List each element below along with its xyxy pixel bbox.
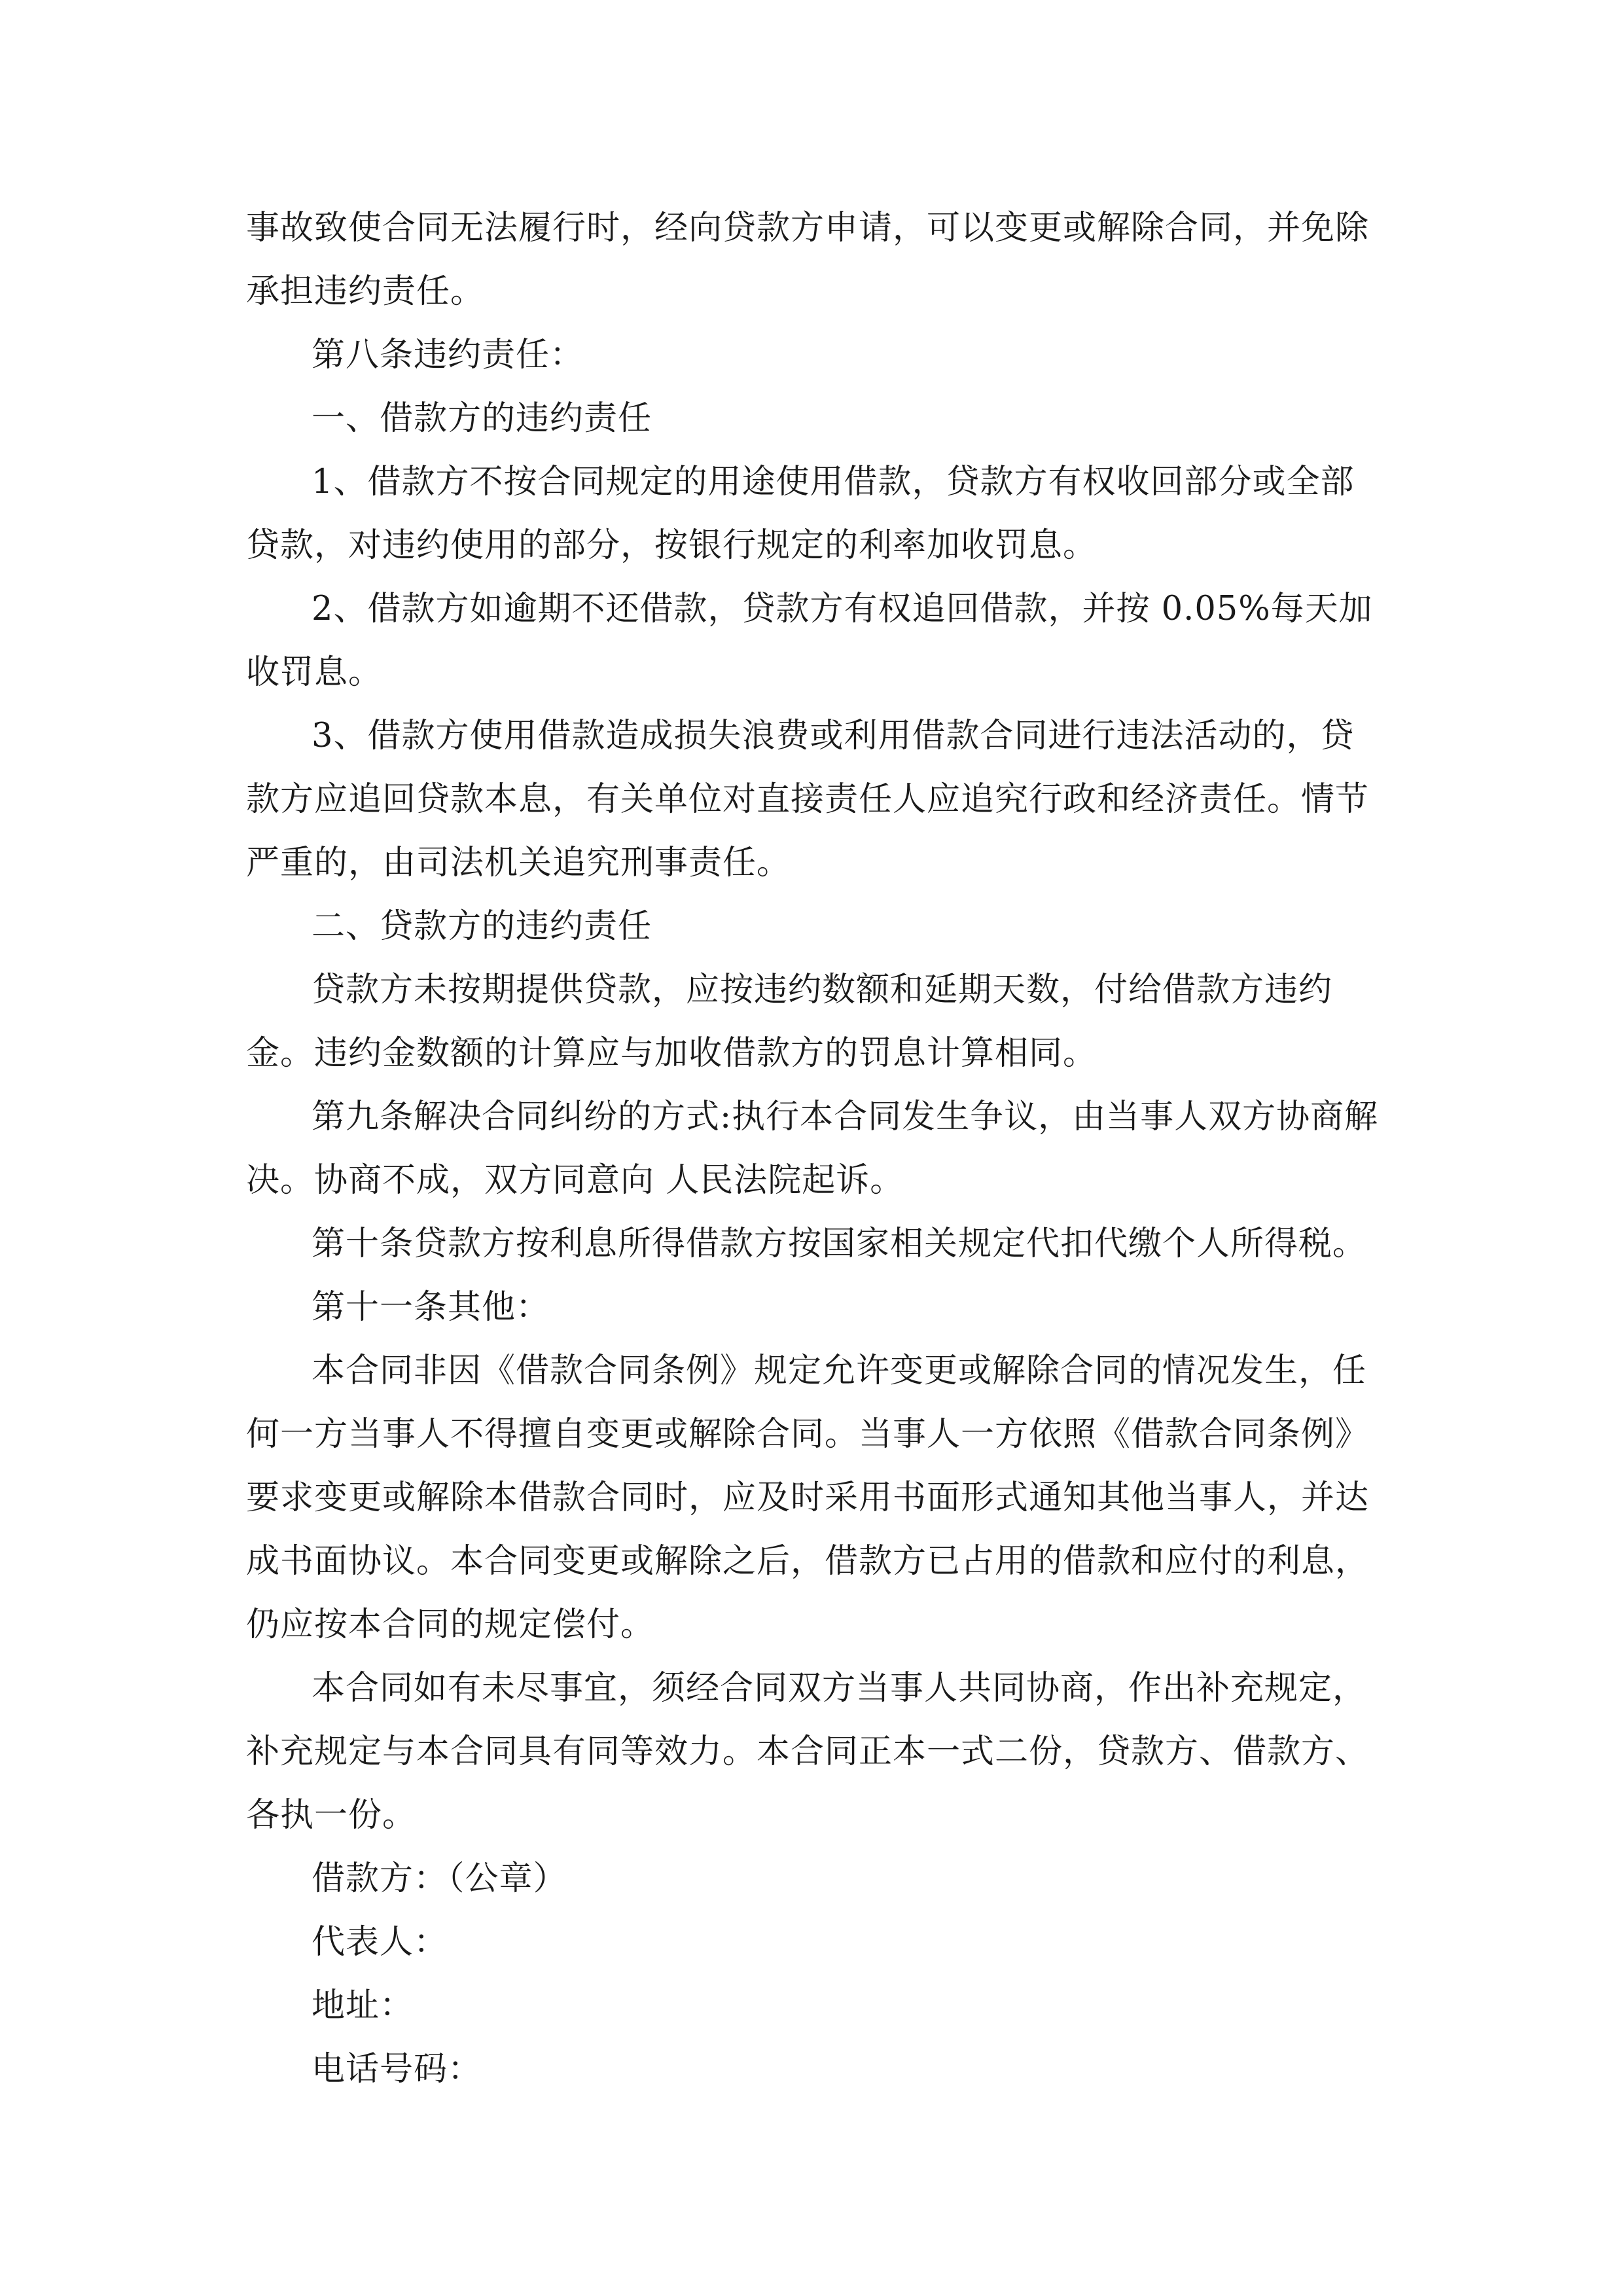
article-11-paragraph-2: 本合同如有未尽事宜，须经合同双方当事人共同协商，作出补充规定，补充规定与本合同具有同等效力。本合同正本一式二份，贷款方、借款方、各执一份。 xyxy=(246,1669,1370,1835)
section-lender-liability-heading: 二、贷款方的违约责任 xyxy=(312,907,652,946)
signature-borrower: 借款方：（公章） xyxy=(312,1859,567,1898)
paragraph-continuation: 事故致使合同无法履行时，经向贷款方申请，可以变更或解除合同，并免除承担违约责任。 xyxy=(246,209,1370,311)
lender-liability-paragraph: 贷款方未按期提供贷款，应按违约数额和延期天数，付给借款方违约金。违约金数额的计算应与加收借款方的罚息计算相同。 xyxy=(246,971,1333,1073)
signature-address: 地址： xyxy=(312,1986,414,2025)
article-8-heading: 第八条违约责任： xyxy=(312,336,584,374)
signature-representative: 代表人： xyxy=(312,1923,448,1962)
article-11-heading: 第十一条其他： xyxy=(312,1288,550,1327)
document-body xyxy=(246,196,1385,2101)
article-11-paragraph-1: 本合同非因《借款合同条例》规定允许变更或解除合同的情况发生，任何一方当事人不得擅自变更或解除合同。当事人一方依照《借款合同条例》要求变更或解除本借款合同时，应及时采用书面形式通知其他当事人，并达成书面协议。本合同变更或解除之后，借款方已占用的借款和应付的利息，仍应按本合同的规定偿付。 xyxy=(246,1352,1370,1644)
article-10-paragraph: 第十条贷款方按利息所得借款方按国家相关规定代扣代缴个人所得税。 xyxy=(312,1225,1367,1263)
article-9-paragraph: 第九条解决合同纠纷的方式:执行本合同发生争议，由当事人双方协商解决。协商不成，双方同意向 人民法院起诉。 xyxy=(246,1098,1379,1200)
clause-3: 3、借款方使用借款造成损失浪费或利用借款合同进行违法活动的，贷款方应追回贷款本息，有关单位对直接责任人应追究行政和经济责任。情节严重的，由司法机关追究刑事责任。 xyxy=(246,717,1370,882)
clause-2: 2、借款方如逾期不还借款，贷款方有权追回借款，并按 0.05%每天加收罚息。 xyxy=(246,590,1373,692)
clause-1: 1、借款方不按合同规定的用途使用借款，贷款方有权收回部分或全部贷款，对违约使用的部分，按银行规定的利率加收罚息。 xyxy=(246,463,1355,565)
signature-phone: 电话号码： xyxy=(312,2050,482,2089)
section-borrower-liability-heading: 一、借款方的违约责任 xyxy=(312,399,652,438)
